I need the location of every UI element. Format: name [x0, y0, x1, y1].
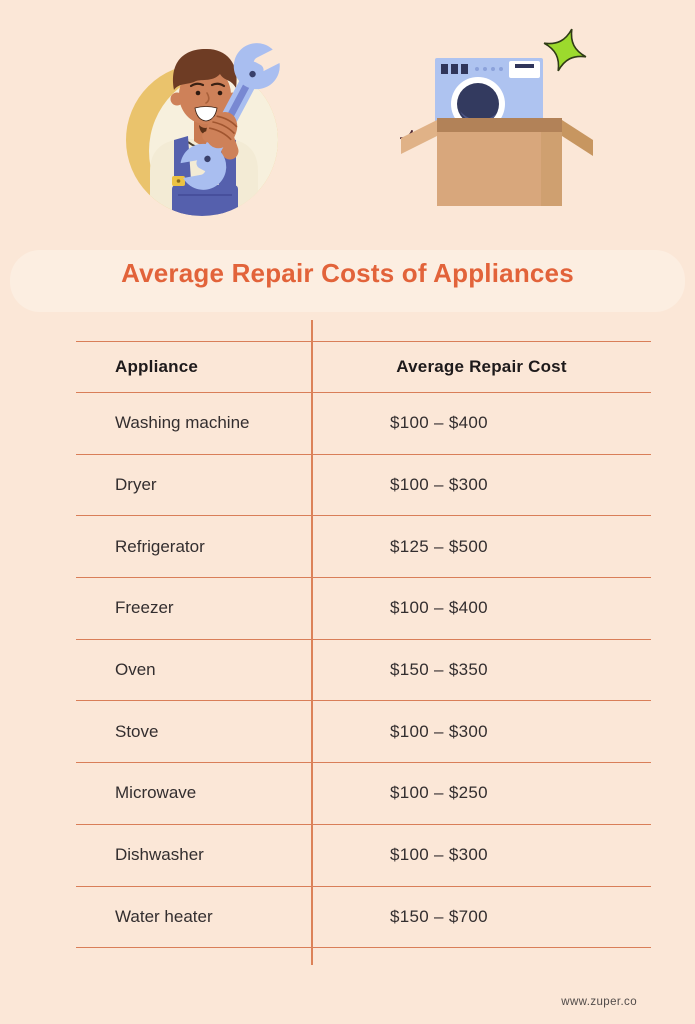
column-divider — [311, 320, 313, 965]
website-url: www.zuper.co — [561, 996, 637, 1008]
appliance-cell: Freezer — [115, 598, 174, 618]
appliance-column-header: Appliance — [115, 357, 199, 376]
cost-cell: $100 – $400 — [390, 413, 488, 433]
table-row — [76, 762, 651, 824]
appliance-cell: Dryer — [115, 475, 157, 495]
table-row — [76, 824, 651, 886]
cost-cell: $125 – $500 — [390, 536, 488, 556]
page-title: Average Repair Costs of Appliances — [121, 258, 574, 288]
green-sparkle-icon — [537, 22, 592, 77]
appliance-cell: Dishwasher — [115, 845, 204, 865]
cost-cell: $100 – $300 — [390, 845, 488, 865]
table-row — [76, 577, 651, 639]
table-row — [76, 639, 651, 701]
cost-cell: $150 – $350 — [390, 660, 488, 680]
table-row — [76, 886, 651, 948]
cost-cell: $100 – $300 — [390, 721, 488, 741]
appliance-cell: Washing machine — [115, 413, 250, 433]
table-row — [76, 392, 651, 454]
box-flap-right — [562, 120, 593, 156]
table-header-row — [76, 341, 651, 392]
washer-panel — [509, 61, 540, 78]
overalls-bib — [172, 185, 238, 225]
repair-cost-table — [76, 341, 651, 948]
table-body — [76, 392, 651, 947]
appliance-cell: Water heater — [115, 906, 213, 926]
cost-cell: $100 – $250 — [390, 783, 488, 803]
cardboard-box — [401, 118, 593, 206]
cost-column-header: Average Repair Cost — [396, 357, 567, 376]
table-row — [76, 700, 651, 762]
table-row — [76, 454, 651, 516]
cost-cell: $100 – $300 — [390, 475, 488, 495]
cost-cell: $100 – $400 — [390, 598, 488, 618]
table-row — [76, 515, 651, 577]
appliance-cell: Refrigerator — [115, 536, 205, 556]
cost-cell: $150 – $700 — [390, 906, 488, 926]
appliance-cell: Microwave — [115, 783, 197, 803]
box-flap-left — [401, 120, 437, 154]
repairman-wrench-illustration — [112, 35, 302, 225]
appliance-cell: Stove — [115, 721, 159, 741]
appliance-cell: Oven — [115, 660, 156, 680]
washer-in-box-illustration — [393, 18, 593, 218]
